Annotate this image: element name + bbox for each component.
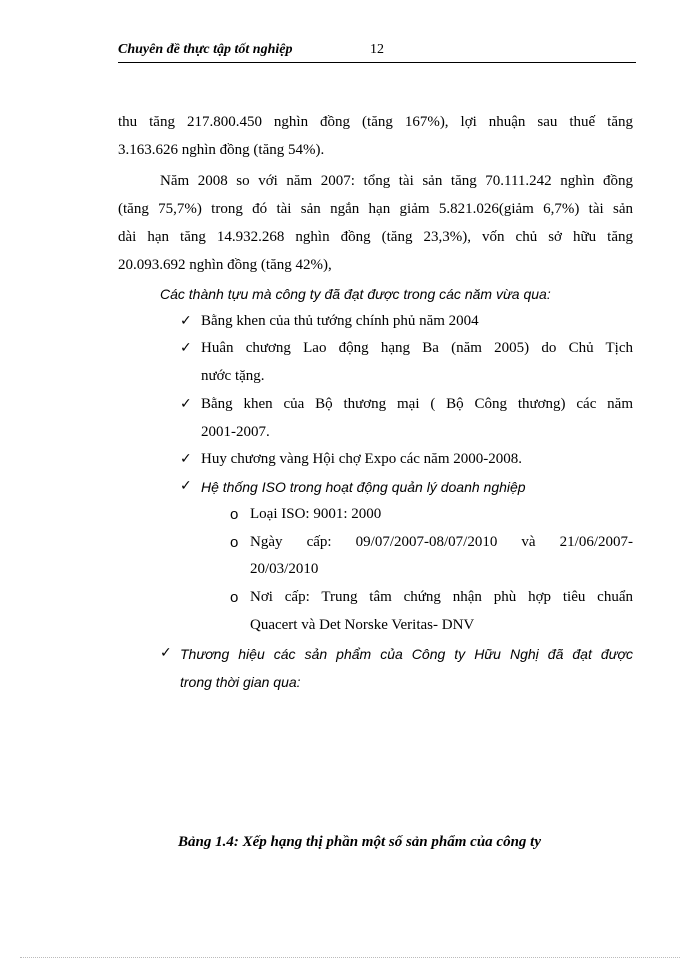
header-title: Chuyên đề thực tập tốt nghiệp [118,42,293,57]
iso-item-2-cont: 20/03/2010 [250,561,319,577]
paragraph-2-line-3: dài hạn tăng 14.932.268 nghìn đồng (tăng 23,3%), vốn chủ sở hữu tăng [118,229,633,245]
paragraph-1-line-1: thu tăng 217.800.450 nghìn đồng (tăng 167%), lợi nhuận sau thuế tăng [118,114,633,130]
achievement-item-3-cont: 2001-2007. [201,424,270,440]
achievement-item-5: Hệ thống ISO trong hoạt động quản lý doanh nghiệp [201,479,526,495]
circle-bullet-icon: o [230,589,239,606]
iso-item-2: Ngày cấp: 09/07/2007-08/07/2010 và 21/06/2007- [250,534,633,550]
iso-item-3-cont: Quacert và Det Norske Veritas- DNV [250,617,475,633]
checkmark-icon: ✓ [160,645,172,661]
circle-bullet-icon: o [230,534,239,551]
iso-item-1: Loại ISO: 9001: 2000 [250,506,382,522]
achievements-intro: Các thành tựu mà công ty đã đạt được trong các năm vừa qua: [160,286,551,302]
achievement-item-2: Huân chương Lao động hạng Ba (năm 2005) do Chủ Tịch [201,340,633,356]
achievement-item-1: Bằng khen của thủ tướng chính phủ năm 2004 [201,313,479,329]
checkmark-icon: ✓ [180,451,192,467]
checkmark-icon: ✓ [180,396,192,412]
page-bottom-divider [20,957,680,958]
achievement-item-2-cont: nước tặng. [201,368,265,384]
table-caption: Bảng 1.4: Xếp hạng thị phần một số sản phẩm của công ty [178,834,541,850]
checkmark-icon: ✓ [180,478,192,494]
paragraph-2-line-2: (tăng 75,7%) trong đó tài sản ngắn hạn giảm 5.821.026(giảm 6,7%) tài sản [118,201,633,217]
achievement-item-3: Bằng khen của Bộ thương mại ( Bộ Công thương) các năm [201,396,633,412]
page-header [118,40,636,63]
circle-bullet-icon: o [230,506,239,523]
paragraph-2-line-1: Năm 2008 so với năm 2007: tổng tài sản tăng 70.111.242 nghìn đồng [160,173,633,189]
brand-intro-line-1: Thương hiệu các sản phẩm của Công ty Hữu Nghị đã đạt được [180,646,633,662]
page-number: 12 [370,42,384,57]
achievement-item-4: Huy chương vàng Hội chợ Expo các năm 2000-2008. [201,451,523,467]
brand-intro-line-2: trong thời gian qua: [180,674,301,690]
paragraph-2-line-4: 20.093.692 nghìn đồng (tăng 42%), [118,257,332,273]
iso-item-3: Nơi cấp: Trung tâm chứng nhận phù hợp tiêu chuẩn [250,589,633,605]
checkmark-icon: ✓ [180,313,192,329]
paragraph-1-line-2: 3.163.626 nghìn đồng (tăng 54%). [118,142,325,158]
checkmark-icon: ✓ [180,340,192,356]
